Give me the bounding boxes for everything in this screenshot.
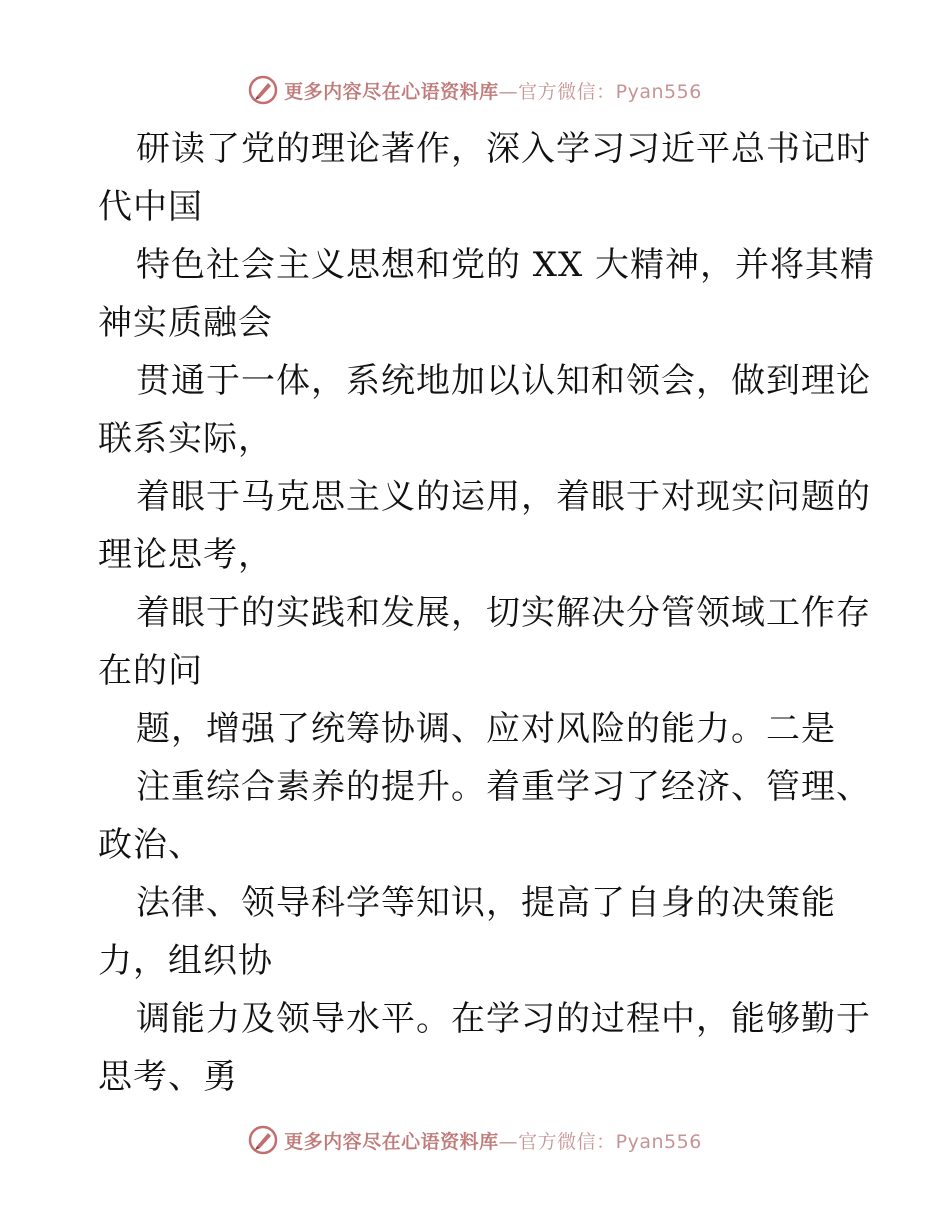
text-line: 调能力及领导水平。在学习的过程中，能够勤于 [136, 999, 871, 1039]
text-line: 力，组织协 [98, 941, 273, 981]
footer-watermark [0, 1120, 950, 1160]
text-line: 特色社会主义思想和党的 XX 大精神，并将其精 [136, 245, 876, 285]
text-line: 着眼于马克思主义的运用，着眼于对现实问题的 [136, 477, 871, 517]
text-line: 题，增强了统筹协调、应对风险的能力。二是 [136, 709, 836, 749]
text-line: 联系实际， [98, 419, 273, 459]
text-line: 理论思考， [98, 535, 273, 575]
text-line: 在的问 [98, 651, 203, 691]
text-line: 法律、领导科学等知识，提高了自身的决策能 [136, 883, 836, 923]
document-body [98, 120, 876, 1106]
watermark-main-text: 更多内容尽在心语资料库 [284, 80, 499, 103]
text-line: 注重综合素养的提升。着重学习了经济、管理、 [136, 767, 871, 807]
pen-logo-icon [248, 75, 278, 105]
text-line: 思考、勇 [98, 1057, 238, 1097]
header-watermark [0, 70, 950, 110]
pen-logo-icon [248, 1125, 278, 1155]
text-line: 着眼于的实践和发展，切实解决分管领域工作存 [136, 593, 871, 633]
text-line: 贯通于一体，系统地加以认知和领会，做到理论 [136, 361, 871, 401]
text-line: 神实质融会 [98, 303, 273, 343]
text-line: 代中国 [98, 187, 203, 227]
text-line: 研读了党的理论著作，深入学习习近平总书记时 [136, 129, 871, 169]
watermark-contact-text: —官方微信：Pyan556 [498, 80, 702, 103]
watermark-contact-text: —官方微信：Pyan556 [498, 1130, 702, 1153]
text-line: 政治、 [98, 825, 203, 865]
watermark-main-text: 更多内容尽在心语资料库 [284, 1130, 499, 1153]
